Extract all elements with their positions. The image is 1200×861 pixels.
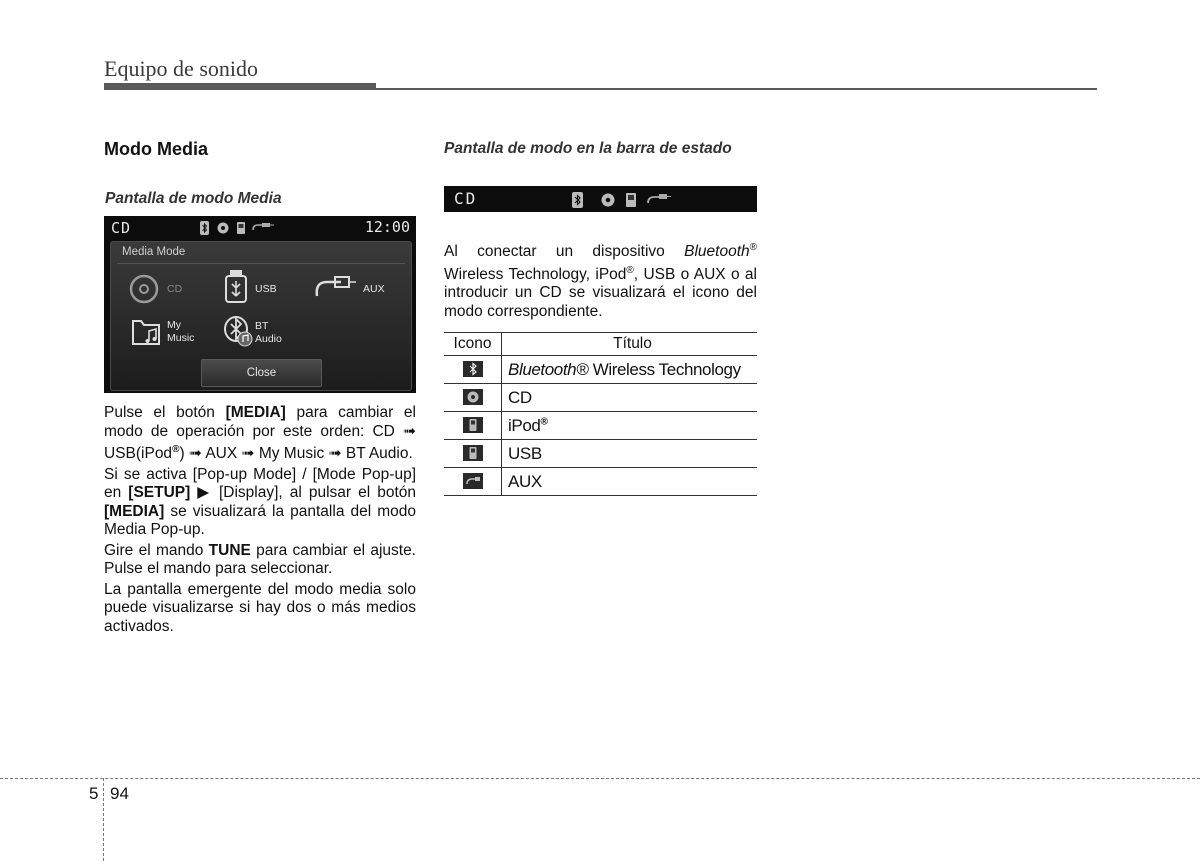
bluetooth-icon <box>200 221 209 235</box>
header-rule-thick <box>104 83 376 90</box>
paragraph-media-button: Pulse el botón [MEDIA] para cambiar el modo de operación por este orden: CD ➟ USB(iPod®) ➟ AUX ➟ My Music ➟ BT Audio. <box>104 404 416 463</box>
status-bar-example <box>444 186 757 212</box>
bluetooth-icon <box>463 361 483 377</box>
media-mode-popup <box>110 241 412 391</box>
aux-icon <box>463 473 483 489</box>
popup-title: Media Mode <box>122 246 186 258</box>
popup-divider <box>117 263 405 264</box>
column-header-icon: Icono <box>444 333 502 356</box>
page-number: 94 <box>110 784 129 803</box>
aux-icon <box>253 223 274 230</box>
statusbar-subheading: Pantalla de modo en la barra de estado <box>444 140 732 157</box>
ipod-icon <box>463 417 483 433</box>
chapter-number: 5 <box>89 784 99 803</box>
media-item-usb-label: USB <box>255 283 277 295</box>
row-title: iPod® <box>502 412 758 440</box>
table-row <box>444 440 757 468</box>
mode-icon-table <box>444 332 757 496</box>
media-item-my-music[interactable] <box>131 317 195 352</box>
section-heading: Modo Media <box>104 139 208 159</box>
close-button[interactable]: Close <box>201 359 322 387</box>
media-item-aux-label: AUX <box>363 283 385 295</box>
media-mode-screen <box>104 216 416 393</box>
media-item-bt-audio[interactable] <box>223 316 282 353</box>
paragraph-popup-mode: Si se activa [Pop-up Mode] / [Mode Pop-up] en [SETUP] ▶ [Display], al pulsar el botón [MEDIA] se visualizará la pantalla del modo Media Pop-up. <box>104 465 416 539</box>
footer-rule <box>0 778 1200 779</box>
ipod-icon <box>237 222 245 234</box>
row-title: Bluetooth® Wireless Technology <box>502 356 758 384</box>
footer-divider <box>103 778 104 861</box>
right-body-text: Al conectar un dispositivo Bluetooth® Wireless Technology, iPod®, USB o AUX o al introducir un CD se visualizará el icono del modo correspondiente. <box>444 242 757 320</box>
cd-icon <box>463 389 483 405</box>
table-header-row <box>444 333 757 356</box>
cd-icon <box>602 194 615 207</box>
screen-status-icons <box>200 221 280 240</box>
aux-icon <box>648 194 671 203</box>
cd-icon <box>218 223 229 234</box>
statusbar-mode-label: CD <box>454 189 478 208</box>
table-row <box>444 356 757 384</box>
row-title: CD <box>502 384 758 412</box>
paragraph-popup-note: La pantalla emergente del modo media solo puede visualizarse si hay dos o más medios activados. <box>104 580 416 635</box>
media-item-cd[interactable] <box>129 274 183 309</box>
usb-icon <box>463 445 483 461</box>
column-header-title: Título <box>502 333 758 356</box>
header-rule-thin <box>376 88 1097 90</box>
ipod-icon <box>626 193 636 207</box>
screen-clock: 12:00 <box>364 218 410 236</box>
row-title: AUX <box>502 468 758 496</box>
bluetooth-icon <box>572 192 583 208</box>
left-body-text <box>104 404 416 638</box>
media-screen-subheading: Pantalla de modo Media <box>105 190 282 207</box>
table-row <box>444 412 757 440</box>
media-item-my-music-label: My Music <box>167 319 195 344</box>
screen-mode-label: CD <box>111 219 132 237</box>
media-item-cd-label: CD <box>167 283 183 295</box>
statusbar-icons <box>572 192 672 213</box>
bluetooth-audio-icon <box>223 316 255 348</box>
row-title: USB <box>502 440 758 468</box>
folder-music-icon <box>131 317 163 347</box>
paragraph-tune-knob: Gire el mando TUNE para cambiar el ajuste. Pulse el mando para seleccionar. <box>104 541 416 578</box>
cd-icon <box>129 274 159 304</box>
media-item-bt-audio-label: BT Audio <box>255 320 282 345</box>
table-row <box>444 384 757 412</box>
page-header-title: Equipo de sonido <box>104 56 258 81</box>
table-row <box>444 468 757 496</box>
usb-icon <box>223 270 249 304</box>
aux-icon <box>311 274 357 300</box>
media-item-usb[interactable] <box>223 270 277 309</box>
media-item-aux[interactable] <box>311 274 385 305</box>
